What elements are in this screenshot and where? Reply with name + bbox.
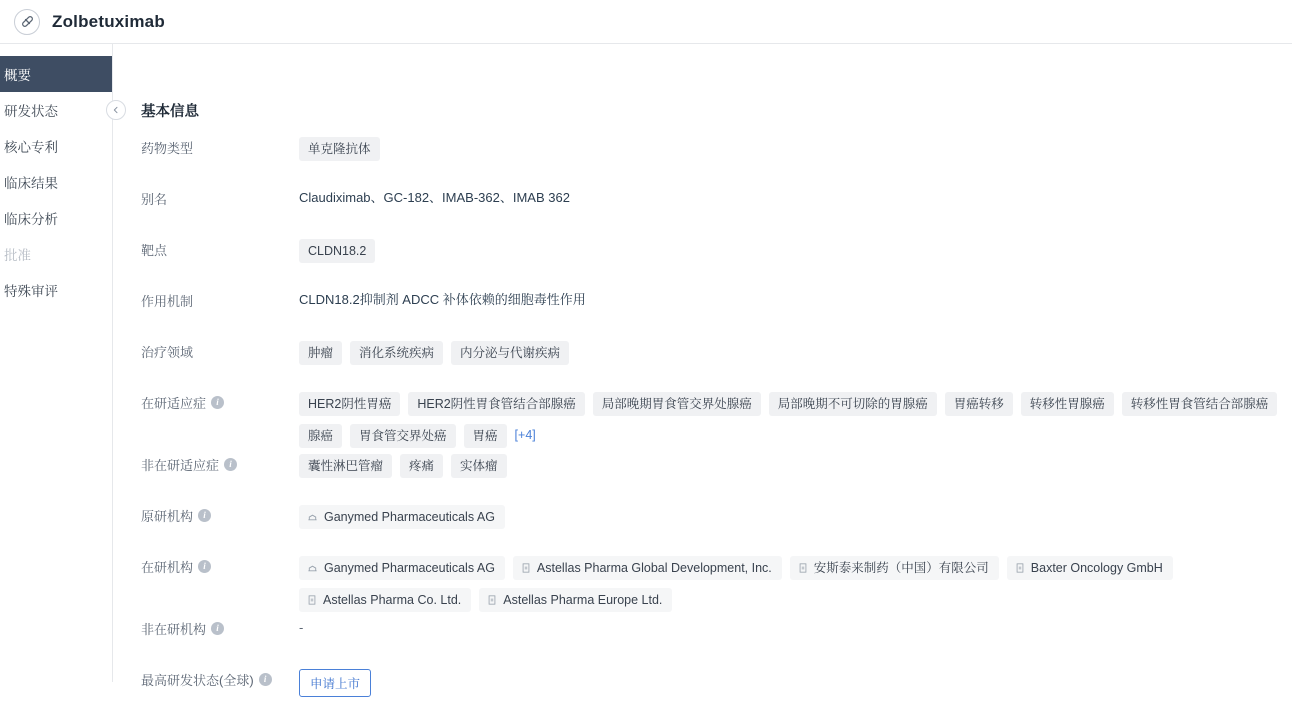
chevron-left-icon[interactable] bbox=[106, 100, 126, 120]
org-chip[interactable] bbox=[513, 556, 782, 580]
row-label-text: 治疗领域 bbox=[141, 345, 194, 360]
org-chip[interactable] bbox=[299, 505, 505, 529]
tag[interactable]: 胃癌转移 bbox=[945, 392, 1013, 416]
row-value bbox=[299, 135, 1282, 161]
info-icon[interactable]: i bbox=[198, 509, 211, 522]
sidebar-item-label: 临床结果 bbox=[4, 176, 58, 191]
status-badge[interactable]: 申请上市 bbox=[299, 669, 371, 697]
page-body bbox=[0, 44, 1292, 691]
org-chip[interactable] bbox=[479, 588, 672, 612]
row-label bbox=[141, 452, 299, 474]
row-value: CLDN18.2抑制剂 ADCC 补体依赖的细胞毒性作用 bbox=[299, 292, 586, 307]
info-icon[interactable]: i bbox=[211, 396, 224, 409]
tag[interactable]: 囊性淋巴管瘤 bbox=[299, 454, 392, 478]
sidebar-item-overview[interactable] bbox=[0, 56, 112, 92]
row-originator-org bbox=[141, 503, 1282, 554]
sidebar-item-rnd-status[interactable] bbox=[0, 92, 112, 128]
tag[interactable]: 疼痛 bbox=[400, 454, 443, 478]
org-name: Astellas Pharma Europe Ltd. bbox=[503, 593, 663, 607]
row-label bbox=[141, 135, 299, 157]
row-inactive-indications bbox=[141, 452, 1282, 503]
tag[interactable]: 肿瘤 bbox=[299, 341, 342, 365]
row-label-text: 最高研发状态(全球) bbox=[141, 673, 254, 688]
sidebar-item-approvals bbox=[0, 236, 112, 272]
tag[interactable]: 腺癌 bbox=[299, 424, 342, 448]
tag[interactable]: 实体瘤 bbox=[451, 454, 507, 478]
tag[interactable]: 消化系统疾病 bbox=[350, 341, 443, 365]
row-value: - bbox=[299, 620, 304, 635]
org-name: Ganymed Pharmaceuticals AG bbox=[324, 561, 495, 575]
row-label bbox=[141, 237, 299, 259]
row-value bbox=[299, 339, 1282, 365]
tag[interactable]: CLDN18.2 bbox=[299, 239, 375, 263]
row-label bbox=[141, 288, 299, 310]
show-more-indications-link[interactable]: [+4] bbox=[514, 428, 536, 442]
row-therapeutic-area bbox=[141, 339, 1282, 390]
tag[interactable]: 局部晚期胃食管交界处腺癌 bbox=[593, 392, 761, 416]
row-label bbox=[141, 339, 299, 361]
org-flat-icon bbox=[307, 563, 318, 574]
section-title: 基本信息 bbox=[141, 104, 199, 120]
info-rows bbox=[113, 135, 1292, 718]
row-label bbox=[141, 554, 299, 576]
org-name: Astellas Pharma Co. Ltd. bbox=[323, 593, 462, 607]
building-icon bbox=[798, 562, 808, 574]
row-label-text: 作用机制 bbox=[141, 294, 194, 309]
info-icon[interactable]: i bbox=[198, 560, 211, 573]
row-label-text: 原研机构 bbox=[141, 509, 194, 524]
org-chip[interactable] bbox=[1007, 556, 1173, 580]
tag[interactable]: 转移性胃腺癌 bbox=[1021, 392, 1114, 416]
building-icon bbox=[307, 594, 317, 606]
row-label-text: 非在研机构 bbox=[141, 622, 207, 637]
row-target bbox=[141, 237, 1282, 288]
sidebar-item-label: 概要 bbox=[4, 68, 31, 83]
row-label-text: 药物类型 bbox=[141, 141, 194, 156]
row-label bbox=[141, 667, 299, 689]
row-value bbox=[299, 667, 1282, 697]
row-label bbox=[141, 616, 299, 638]
org-name: Astellas Pharma Global Development, Inc. bbox=[536, 561, 772, 575]
info-icon[interactable]: i bbox=[259, 673, 272, 686]
org-chip[interactable] bbox=[790, 556, 999, 580]
app-header bbox=[0, 0, 1292, 44]
row-value bbox=[299, 554, 1282, 612]
tag[interactable]: 胃食管交界处癌 bbox=[350, 424, 456, 448]
row-label bbox=[141, 186, 299, 208]
org-chip[interactable] bbox=[299, 588, 471, 612]
sidebar-item-special-review[interactable] bbox=[0, 272, 112, 308]
tag[interactable]: 局部晚期不可切除的胃腺癌 bbox=[769, 392, 937, 416]
row-value bbox=[299, 237, 1282, 263]
building-icon bbox=[487, 594, 497, 606]
sidebar-item-label: 研发状态 bbox=[4, 104, 58, 119]
tag[interactable]: HER2阴性胃癌 bbox=[299, 392, 400, 416]
row-label-text: 靶点 bbox=[141, 243, 168, 258]
building-icon bbox=[1015, 562, 1025, 574]
page-title: Zolbetuximab bbox=[52, 11, 165, 31]
row-label-text: 非在研适应症 bbox=[141, 458, 220, 473]
row-active-indications bbox=[141, 390, 1282, 452]
row-value bbox=[299, 452, 1282, 478]
row-highest-development-status bbox=[141, 667, 1282, 718]
sidebar-item-label: 特殊审评 bbox=[4, 284, 58, 299]
sidebar-item-label: 临床分析 bbox=[4, 212, 58, 227]
row-value: Claudiximab、GC-182、IMAB-362、IMAB 362 bbox=[299, 190, 570, 205]
info-icon[interactable]: i bbox=[211, 622, 224, 635]
row-mechanism-of-action bbox=[141, 288, 1282, 339]
org-name: Baxter Oncology GmbH bbox=[1030, 561, 1163, 575]
main-content bbox=[113, 44, 1292, 691]
row-label bbox=[141, 503, 299, 525]
row-drug-type bbox=[141, 135, 1282, 186]
row-label-text: 别名 bbox=[141, 192, 168, 207]
pill-icon bbox=[14, 9, 40, 35]
row-active-orgs bbox=[141, 554, 1282, 616]
sidebar-item-label: 批准 bbox=[4, 248, 31, 263]
org-name: Ganymed Pharmaceuticals AG bbox=[324, 510, 495, 524]
org-flat-icon bbox=[307, 512, 318, 523]
row-label-text: 在研适应症 bbox=[141, 396, 207, 411]
row-label-text: 在研机构 bbox=[141, 560, 194, 575]
tag[interactable]: 转移性胃食管结合部腺癌 bbox=[1122, 392, 1278, 416]
sidebar-item-clinical-analysis[interactable] bbox=[0, 200, 112, 236]
org-name: 安斯泰来制药（中国）有限公司 bbox=[813, 561, 989, 575]
row-label bbox=[141, 390, 299, 412]
row-alias bbox=[141, 186, 1282, 237]
sidebar-item-clinical-results[interactable] bbox=[0, 164, 112, 200]
sidebar-item-label: 核心专利 bbox=[4, 140, 58, 155]
tag[interactable]: 内分泌与代谢疾病 bbox=[451, 341, 569, 365]
org-chip[interactable] bbox=[299, 556, 505, 580]
row-inactive-orgs bbox=[141, 616, 1282, 667]
tag[interactable]: HER2阴性胃食管结合部腺癌 bbox=[408, 392, 584, 416]
row-value bbox=[299, 503, 1282, 529]
sidebar bbox=[0, 44, 113, 682]
building-icon bbox=[521, 562, 531, 574]
info-icon[interactable]: i bbox=[224, 458, 237, 471]
sidebar-item-core-patents[interactable] bbox=[0, 128, 112, 164]
tag[interactable]: 单克隆抗体 bbox=[299, 137, 380, 161]
row-value bbox=[299, 390, 1282, 448]
tag[interactable]: 胃癌 bbox=[464, 424, 507, 448]
